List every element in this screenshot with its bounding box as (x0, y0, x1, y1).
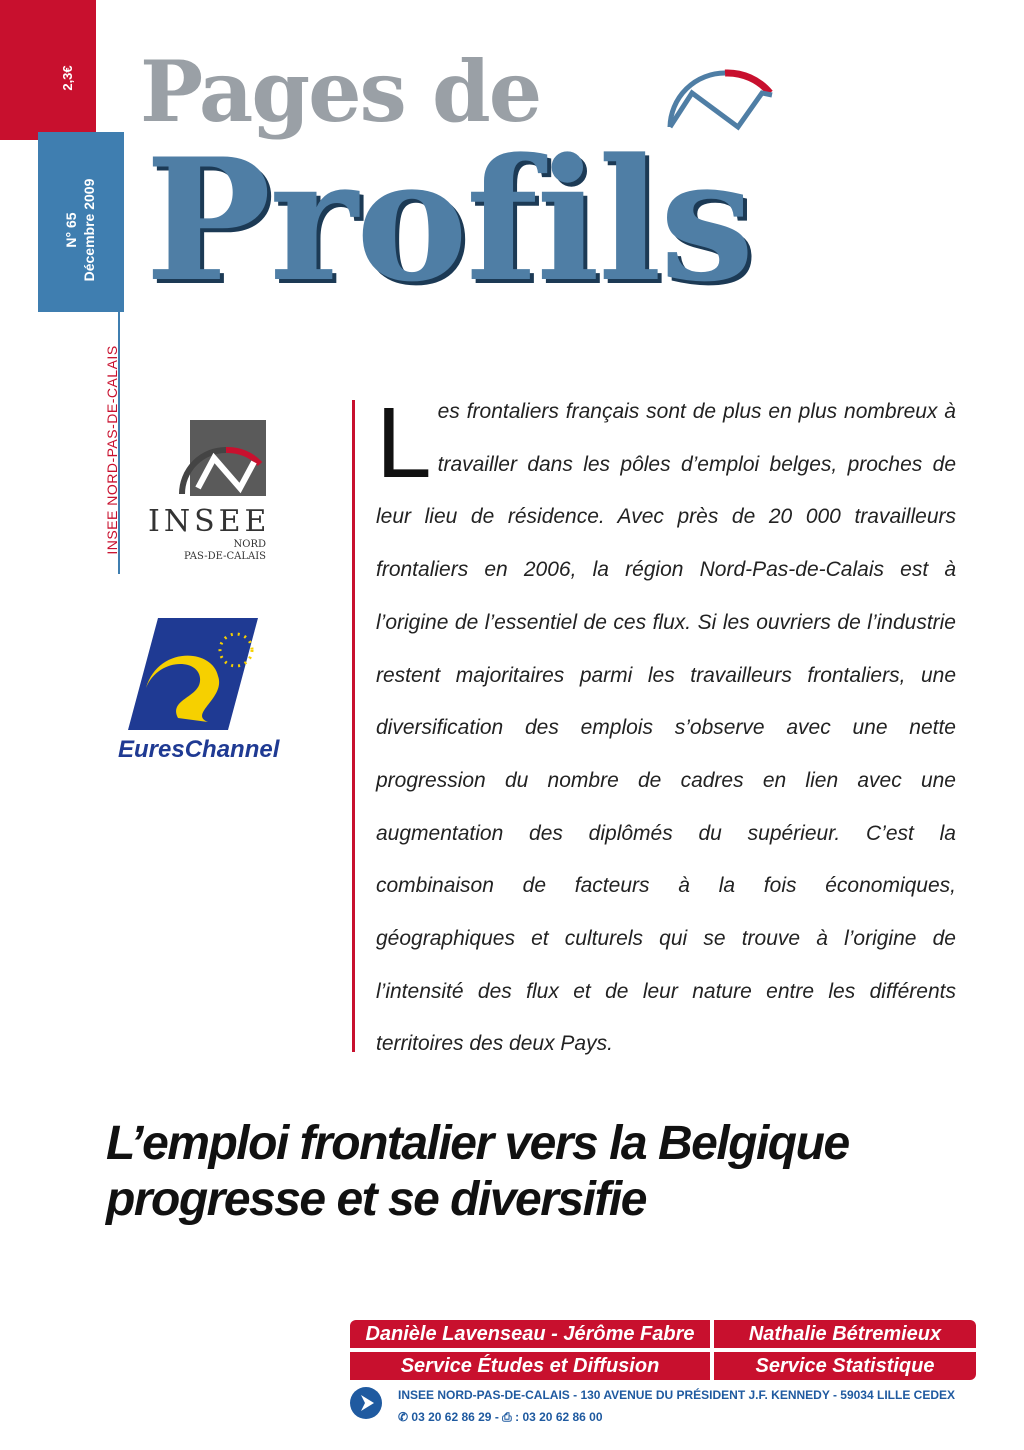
eures-logo (118, 618, 279, 764)
issue-tab (38, 132, 124, 312)
price-label: 2,3€ (60, 65, 75, 91)
price-tab (0, 0, 96, 140)
credits-block (350, 1320, 976, 1380)
eures-label: EuresChannel (118, 736, 280, 763)
credits-service-right: Service Statistique (714, 1352, 976, 1380)
credits-authors-right: Nathalie Bétremieux (714, 1320, 976, 1348)
issue-date: Décembre 2009 (81, 178, 97, 282)
title-pages-de: Pages de (140, 42, 541, 141)
footer-address: INSEE NORD-PAS-DE-CALAIS - 130 AVENUE DU PRÉSIDENT J.F. KENNEDY - 59034 LILLE CEDEX (398, 1388, 955, 1402)
footer-fax: : 03 20 62 86 00 (515, 1410, 603, 1424)
footer-contact (398, 1410, 603, 1425)
abstract-rule (352, 400, 355, 1052)
arrow-right-icon (350, 1387, 382, 1419)
headline-line-2: progresse et se diversifie (106, 1173, 646, 1226)
issue-info (62, 150, 102, 310)
abstract (376, 386, 956, 1071)
credits-service-left: Service Études et Diffusion (350, 1352, 710, 1380)
phone-icon: ✆ (398, 1410, 409, 1424)
headline (106, 1116, 996, 1228)
profils-logo-icon (660, 55, 790, 135)
footer-separator: - (494, 1410, 503, 1424)
insee-sub-nord: NORD (233, 539, 266, 550)
footer-phone: 03 20 62 86 29 (411, 1410, 492, 1424)
credits-authors-left: Danièle Lavenseau - Jérôme Fabre (350, 1320, 710, 1348)
insee-emblem-icon (148, 418, 270, 498)
insee-sub-region: PAS-DE-CALAIS (183, 551, 266, 562)
eures-emblem-icon (118, 618, 268, 730)
insee-wordmark: INSEE (148, 504, 271, 539)
insee-logo (148, 418, 270, 563)
title-profils: Profils (145, 121, 753, 319)
abstract-dropcap: L (376, 387, 432, 499)
abstract-text: es frontaliers français sont de plus en plus nombreux à travailler dans les pôles d’emploi belges, proches de leur lieu de résidence. Avec près de 20 000 travailleurs frontaliers en 2006, la région Nord-Pas-de-Calais est à l’origine de l’essentiel de ces flux. Si les ouvriers de l’industrie restent majoritaires parmi les travailleurs frontaliers, une diversification des emplois s’observe avec une nette progression du nombre de cadres en lien avec une augmentation des diplômés du supérieur. C’est la combinaison de facteurs à la fois économiques, géographiques et culturels qui se trouve à l’origine de l’intensité des flux et de leur nature entre les différents territoires des deux Pays. (376, 400, 956, 1056)
issue-number: N° 65 (63, 212, 79, 248)
headline-line-1: L’emploi frontalier vers la Belgique (106, 1117, 849, 1170)
publisher-side-label: INSEE NORD-PAS-DE-CALAIS (104, 345, 120, 555)
fax-icon: ⎙ (502, 1410, 512, 1424)
